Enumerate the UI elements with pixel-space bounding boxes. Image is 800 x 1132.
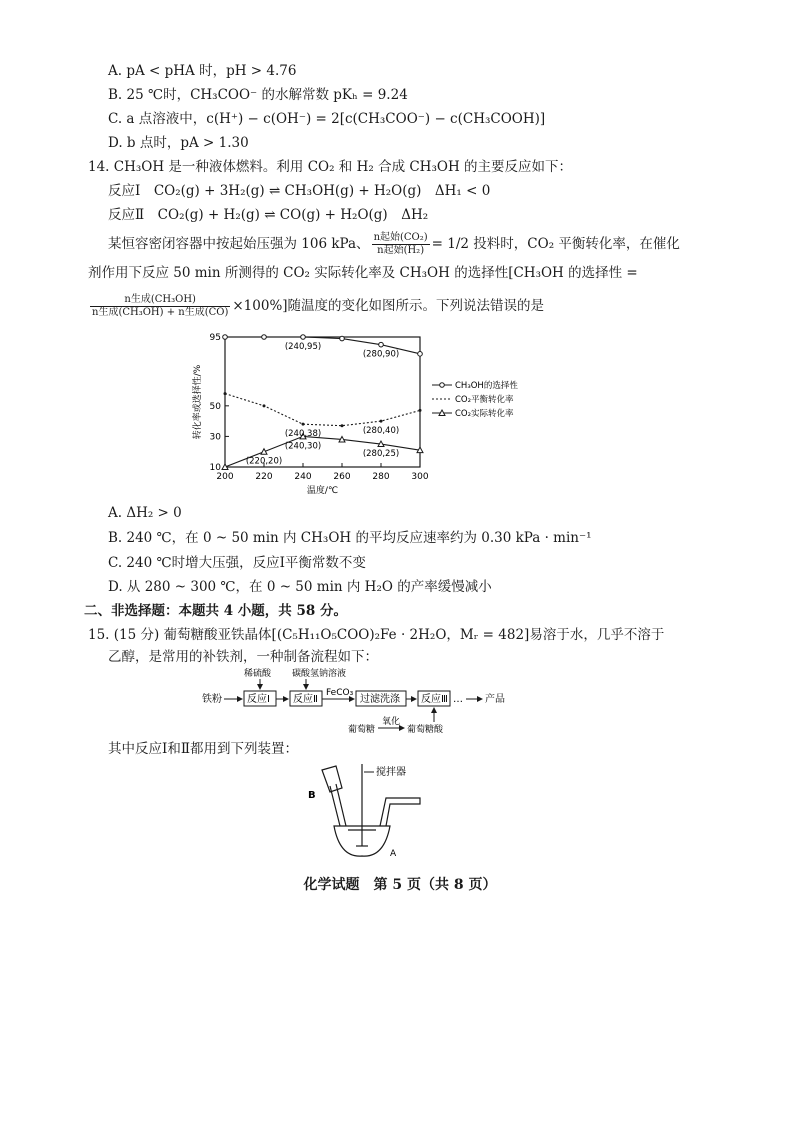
flow-reactor-3: 反应Ⅲ xyxy=(421,694,448,705)
chart-legend xyxy=(432,380,518,419)
legend-marker xyxy=(440,383,445,388)
q13-option-c: C. a 点溶液中，c(H⁺) − c(OH⁻) = 2[c(CH₃COO⁻) − c(CH₃COOH)] xyxy=(108,111,546,127)
conversion-selectivity-chart xyxy=(180,325,560,500)
page-footer: 化学试题 第 5 页（共 8 页） xyxy=(303,877,497,893)
q14-option-d: D. 从 280 ~ 300 ℃，在 0 ~ 50 min 内 H₂O 的产率缓慢减小 xyxy=(108,579,492,595)
series-line-1 xyxy=(225,394,420,426)
y-tick-label: 95 xyxy=(209,333,221,343)
x-tick-label: 200 xyxy=(216,472,234,482)
data-point-circle xyxy=(340,336,345,341)
data-point-dot xyxy=(341,424,344,427)
dropping-funnel-stem xyxy=(330,784,346,826)
flow-start: 铁粉 xyxy=(202,694,222,705)
x-tick-label: 220 xyxy=(255,472,273,482)
x-tick-label: 280 xyxy=(372,472,390,482)
x-tick-label: 240 xyxy=(294,472,312,482)
q14-stem: 14. CH₃OH 是一种液体燃料。利用 CO₂ 和 H₂ 合成 CH₃OH 的主要反应如下： xyxy=(88,159,573,175)
q15-stem-1: 15. (15 分) 葡萄糖酸亚铁晶体[(C₅H₁₁O₅COO)₂Fe · 2H₂O，Mᵣ = 482]易溶于水，几乎不溶于 xyxy=(88,627,665,643)
q14-condition-post: = 1/2 投料时，CO₂ 平衡转化率，在催化 xyxy=(431,236,680,252)
data-label: (240,95) xyxy=(284,342,322,352)
q13-option-b: B. 25 ℃时，CH₃COO⁻ 的水解常数 pKₕ = 9.24 xyxy=(108,87,408,103)
preparation-flowchart xyxy=(200,666,520,738)
flow-reactor-1: 反应Ⅰ xyxy=(247,694,270,705)
label-b: B xyxy=(308,790,316,801)
q14-reaction-1: 反应Ⅰ CO₂(g) + 3H₂(g) ⇌ CH₃OH(g) + H₂O(g) ΔH₁ < 0 xyxy=(108,183,491,199)
feed-ratio-numerator: n起始(CO₂) xyxy=(373,232,428,243)
flow-ellipsis: … xyxy=(453,694,463,705)
selectivity-numerator: n生成(CH₃OH) xyxy=(90,294,230,307)
flow-filter: 过滤洗涤 xyxy=(360,694,400,705)
q13-option-a: A. pA < pHA 时，pH > 4.76 xyxy=(108,63,297,79)
data-label: (220,20) xyxy=(245,456,283,467)
dropping-funnel xyxy=(322,766,342,792)
data-point-circle xyxy=(262,335,267,340)
q14-selectivity-post: ×100%]随温度的变化如图所示。下列说法错误的是 xyxy=(232,298,545,314)
data-point-circle xyxy=(379,342,384,347)
q14-condition-pre: 某恒容密闭容器中按起始压强为 106 kPa、 xyxy=(108,236,370,252)
data-label: (280,25) xyxy=(362,449,400,460)
q13-option-d: D. b 点时，pA > 1.30 xyxy=(108,135,249,151)
legend-label: CH₃OH的选择性 xyxy=(455,381,518,391)
legend-label: CO₂实际转化率 xyxy=(455,409,514,419)
side-tube xyxy=(380,798,420,826)
flow-product: 产品 xyxy=(485,694,505,705)
q15-apparatus-intro: 其中反应Ⅰ和Ⅱ都用到下列装置： xyxy=(108,741,299,757)
y-tick-label: 50 xyxy=(209,401,221,412)
section-heading: 二、非选择题：本题共 4 小题，共 58 分。 xyxy=(84,603,347,619)
q14-condition-line-2: 剂作用下反应 50 min 所测得的 CO₂ 实际转化率及 CH₃OH 的选择性[CH₃OH 的选择性 = xyxy=(88,265,638,281)
data-point-dot xyxy=(263,404,266,407)
q14-reaction-2: 反应Ⅱ CO₂(g) + H₂(g) ⇌ CO(g) + H₂O(g) ΔH₂ xyxy=(108,207,429,223)
y-tick-label: 10 xyxy=(209,463,221,473)
q15-stem-2: 乙醇，是常用的补铁剂，一种制备流程如下： xyxy=(108,649,378,665)
flow-oxidation: 氧化 xyxy=(382,717,401,727)
q14-option-b: B. 240 ℃，在 0 ~ 50 min 内 CH₃OH 的平均反应速率约为 0.30 kPa · min⁻¹ xyxy=(108,530,592,546)
data-point-dot xyxy=(302,423,305,426)
y-axis-label: 转化率或选择性/% xyxy=(193,364,203,440)
feed-ratio-denominator: n起始(H₂) xyxy=(377,245,425,256)
x-tick-label: 260 xyxy=(333,472,351,482)
flow-input-2: 碳酸氢钠溶液 xyxy=(292,669,347,679)
label-a: A xyxy=(390,849,397,858)
data-label: (240,30) xyxy=(284,441,322,452)
flow-mid-label: FeCO₃ xyxy=(326,688,354,698)
selectivity-denominator: n生成(CH₃OH) + n生成(CO) xyxy=(92,307,229,318)
flow-gluconic: 葡萄糖酸 xyxy=(407,725,444,735)
data-label: (240,38) xyxy=(284,429,322,440)
data-point-dot xyxy=(224,392,227,395)
feed-ratio-fraction xyxy=(372,232,430,257)
data-point-circle xyxy=(301,335,306,340)
q14-option-a: A. ΔH₂ > 0 xyxy=(108,505,182,521)
data-point-circle xyxy=(418,352,423,357)
reaction-apparatus xyxy=(300,758,430,858)
y-tick-label: 30 xyxy=(209,432,221,443)
x-tick-label: 300 xyxy=(411,472,429,482)
flow-input-1: 稀硫酸 xyxy=(244,669,272,679)
data-point-dot xyxy=(380,420,383,423)
q14-selectivity-line xyxy=(88,294,544,319)
data-label: (280,40) xyxy=(362,426,400,437)
x-axis-label: 温度/℃ xyxy=(306,486,339,496)
legend-label: CO₂平衡转化率 xyxy=(455,395,514,405)
q14-option-c: C. 240 ℃时增大压强，反应Ⅰ平衡常数不变 xyxy=(108,555,366,571)
chart-labels-group xyxy=(246,342,399,467)
data-point-dot xyxy=(419,409,422,412)
selectivity-fraction xyxy=(90,294,230,319)
label-stirrer: 搅拌器 xyxy=(376,767,406,778)
flow-reactor-2: 反应Ⅱ xyxy=(293,694,318,705)
data-label: (280,90) xyxy=(362,349,400,360)
q14-condition-line xyxy=(108,232,680,257)
flow-glucose: 葡萄糖 xyxy=(348,725,376,735)
data-point-circle xyxy=(223,335,228,340)
